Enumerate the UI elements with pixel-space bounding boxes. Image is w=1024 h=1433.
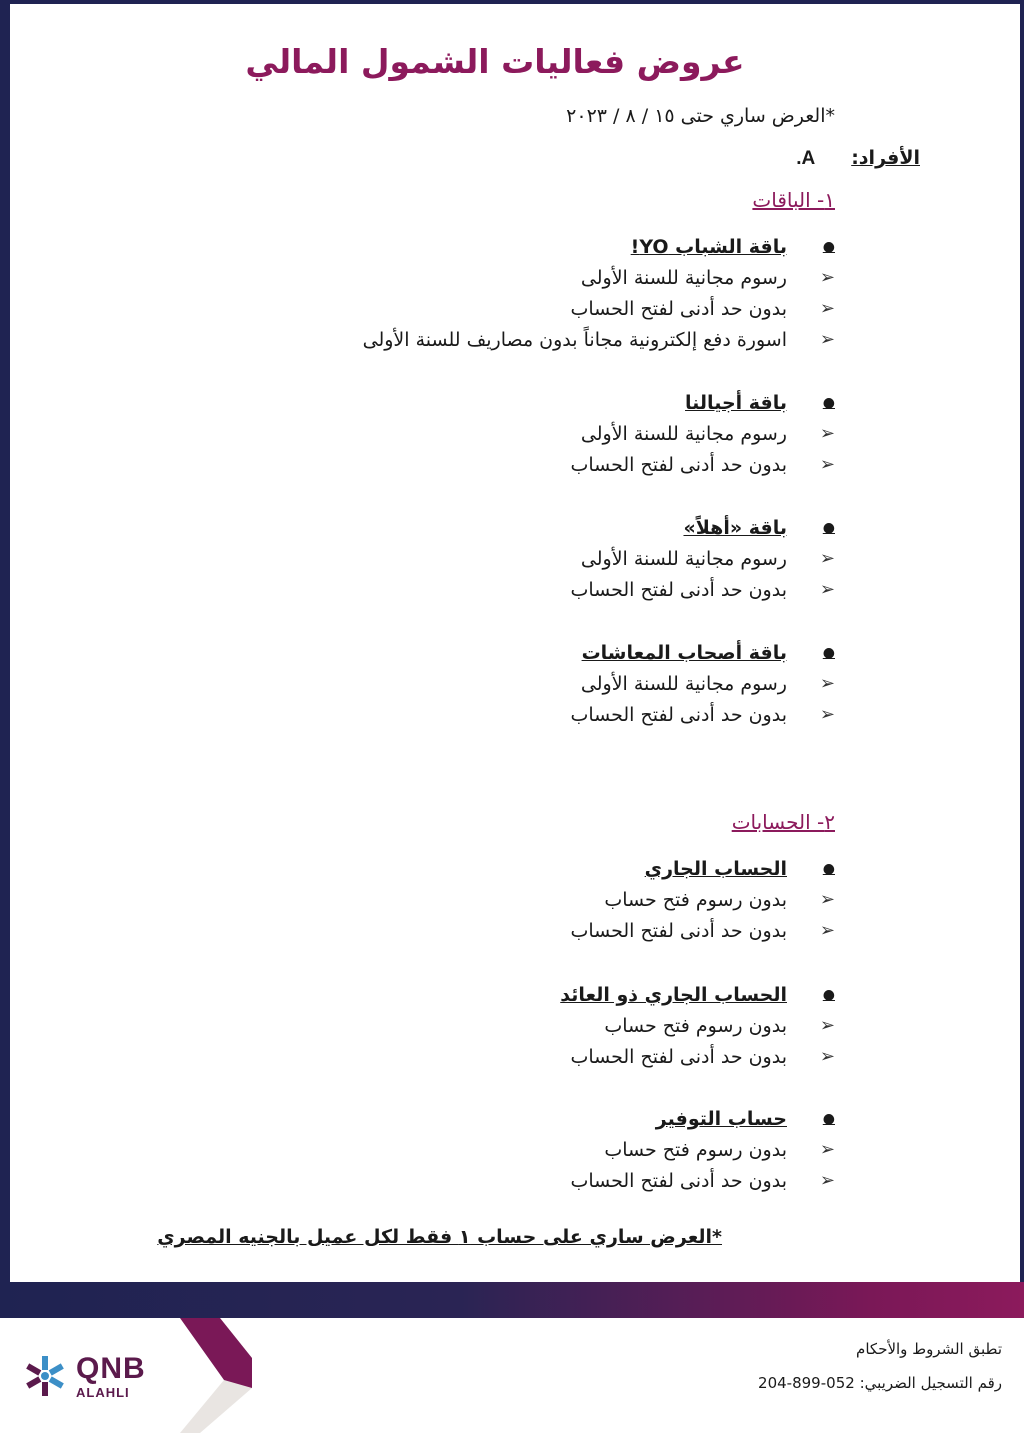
- logo-sub-text: ALAHLI: [76, 1384, 130, 1400]
- package-item: رسوم مجانية للسنة الأولى: [580, 422, 787, 445]
- arrow-icon: ➢: [819, 423, 835, 444]
- bullet-icon: ●: [822, 520, 835, 536]
- bullet-icon: ●: [822, 861, 835, 877]
- section-individuals: [796, 147, 920, 170]
- page-title: عروض فعاليات الشمول المالي: [245, 42, 745, 81]
- arrow-icon: ➢: [819, 1170, 835, 1191]
- tax-number: رقم التسجيل الضريبي: 052-899-204: [758, 1374, 1002, 1392]
- account-item: بدون حد أدنى لفتح الحساب: [570, 1045, 787, 1068]
- arrow-icon: ➢: [819, 673, 835, 694]
- account-item: بدون حد أدنى لفتح الحساب: [570, 1169, 787, 1192]
- account-item: بدون حد أدنى لفتح الحساب: [570, 919, 787, 942]
- account-item: بدون رسوم فتح حساب: [604, 888, 787, 911]
- package-yo: [363, 232, 835, 355]
- arrow-icon: ➢: [819, 454, 835, 475]
- arrow-icon: ➢: [819, 920, 835, 941]
- account-title: الحساب الجاري: [644, 858, 787, 880]
- accounts-heading: ٢- الحسابات: [731, 810, 835, 834]
- arrow-icon: ➢: [819, 1015, 835, 1036]
- account-title: حساب التوفير: [655, 1108, 787, 1130]
- account-current-interest: [560, 980, 835, 1072]
- arrow-icon: ➢: [819, 267, 835, 288]
- terms-text: تطبق الشروط والأحكام: [856, 1340, 1002, 1358]
- section-letter: A.: [796, 148, 816, 169]
- bullet-icon: ●: [822, 645, 835, 661]
- ribbon-decoration: [180, 1318, 252, 1433]
- terms-block: [758, 1340, 1002, 1408]
- account-item: بدون رسوم فتح حساب: [604, 1138, 787, 1161]
- account-savings: [571, 1104, 836, 1196]
- package-item: اسورة دفع إلكترونية مجاناً بدون مصاريف للسنة الأولى: [362, 328, 787, 351]
- account-current: [571, 854, 836, 946]
- validity-note: *العرض ساري حتى ١٥ / ٨ / ٢٠٢٣: [566, 105, 835, 127]
- package-item: بدون حد أدنى لفتح الحساب: [570, 578, 787, 601]
- arrow-icon: ➢: [819, 704, 835, 725]
- package-item: بدون حد أدنى لفتح الحساب: [570, 453, 787, 476]
- arrow-icon: ➢: [819, 889, 835, 910]
- qnb-logo: [22, 1353, 146, 1399]
- arrow-icon: ➢: [819, 329, 835, 350]
- package-item: بدون حد أدنى لفتح الحساب: [570, 703, 787, 726]
- package-agyalna: [571, 388, 836, 480]
- arrow-icon: ➢: [819, 1046, 835, 1067]
- package-item: رسوم مجانية للسنة الأولى: [580, 266, 787, 289]
- qnb-snowflake-icon: [22, 1353, 68, 1399]
- footer-note: *العرض ساري على حساب ١ فقط لكل عميل بالجنيه المصري: [157, 1226, 722, 1248]
- package-item: رسوم مجانية للسنة الأولى: [580, 672, 787, 695]
- account-item: بدون رسوم فتح حساب: [604, 1014, 787, 1037]
- arrow-icon: ➢: [819, 579, 835, 600]
- arrow-icon: ➢: [819, 1139, 835, 1160]
- package-title: باقة «أهلاً»: [683, 517, 787, 539]
- bullet-icon: ●: [822, 395, 835, 411]
- package-title: باقة أصحاب المعاشات: [581, 642, 787, 664]
- arrow-icon: ➢: [819, 548, 835, 569]
- page-footer: [0, 1318, 1024, 1433]
- package-ahlan: [571, 513, 836, 605]
- package-item: بدون حد أدنى لفتح الحساب: [570, 297, 787, 320]
- package-title: باقة أجيالنا: [685, 392, 787, 414]
- footer-band: [0, 1282, 1024, 1318]
- package-item: رسوم مجانية للسنة الأولى: [580, 547, 787, 570]
- section-label: الأفراد:: [851, 147, 920, 169]
- bullet-icon: ●: [822, 987, 835, 1003]
- packages-heading: ١- الباقات: [752, 188, 835, 212]
- bullet-icon: ●: [822, 239, 835, 255]
- logo-main-text: QNB: [76, 1351, 146, 1385]
- arrow-icon: ➢: [819, 298, 835, 319]
- bullet-icon: ●: [822, 1111, 835, 1127]
- account-title: الحساب الجاري ذو العائد: [560, 984, 787, 1006]
- package-pensioners: [571, 638, 836, 730]
- package-title: باقة الشباب YO!: [630, 236, 787, 258]
- document-page: [10, 4, 1020, 1282]
